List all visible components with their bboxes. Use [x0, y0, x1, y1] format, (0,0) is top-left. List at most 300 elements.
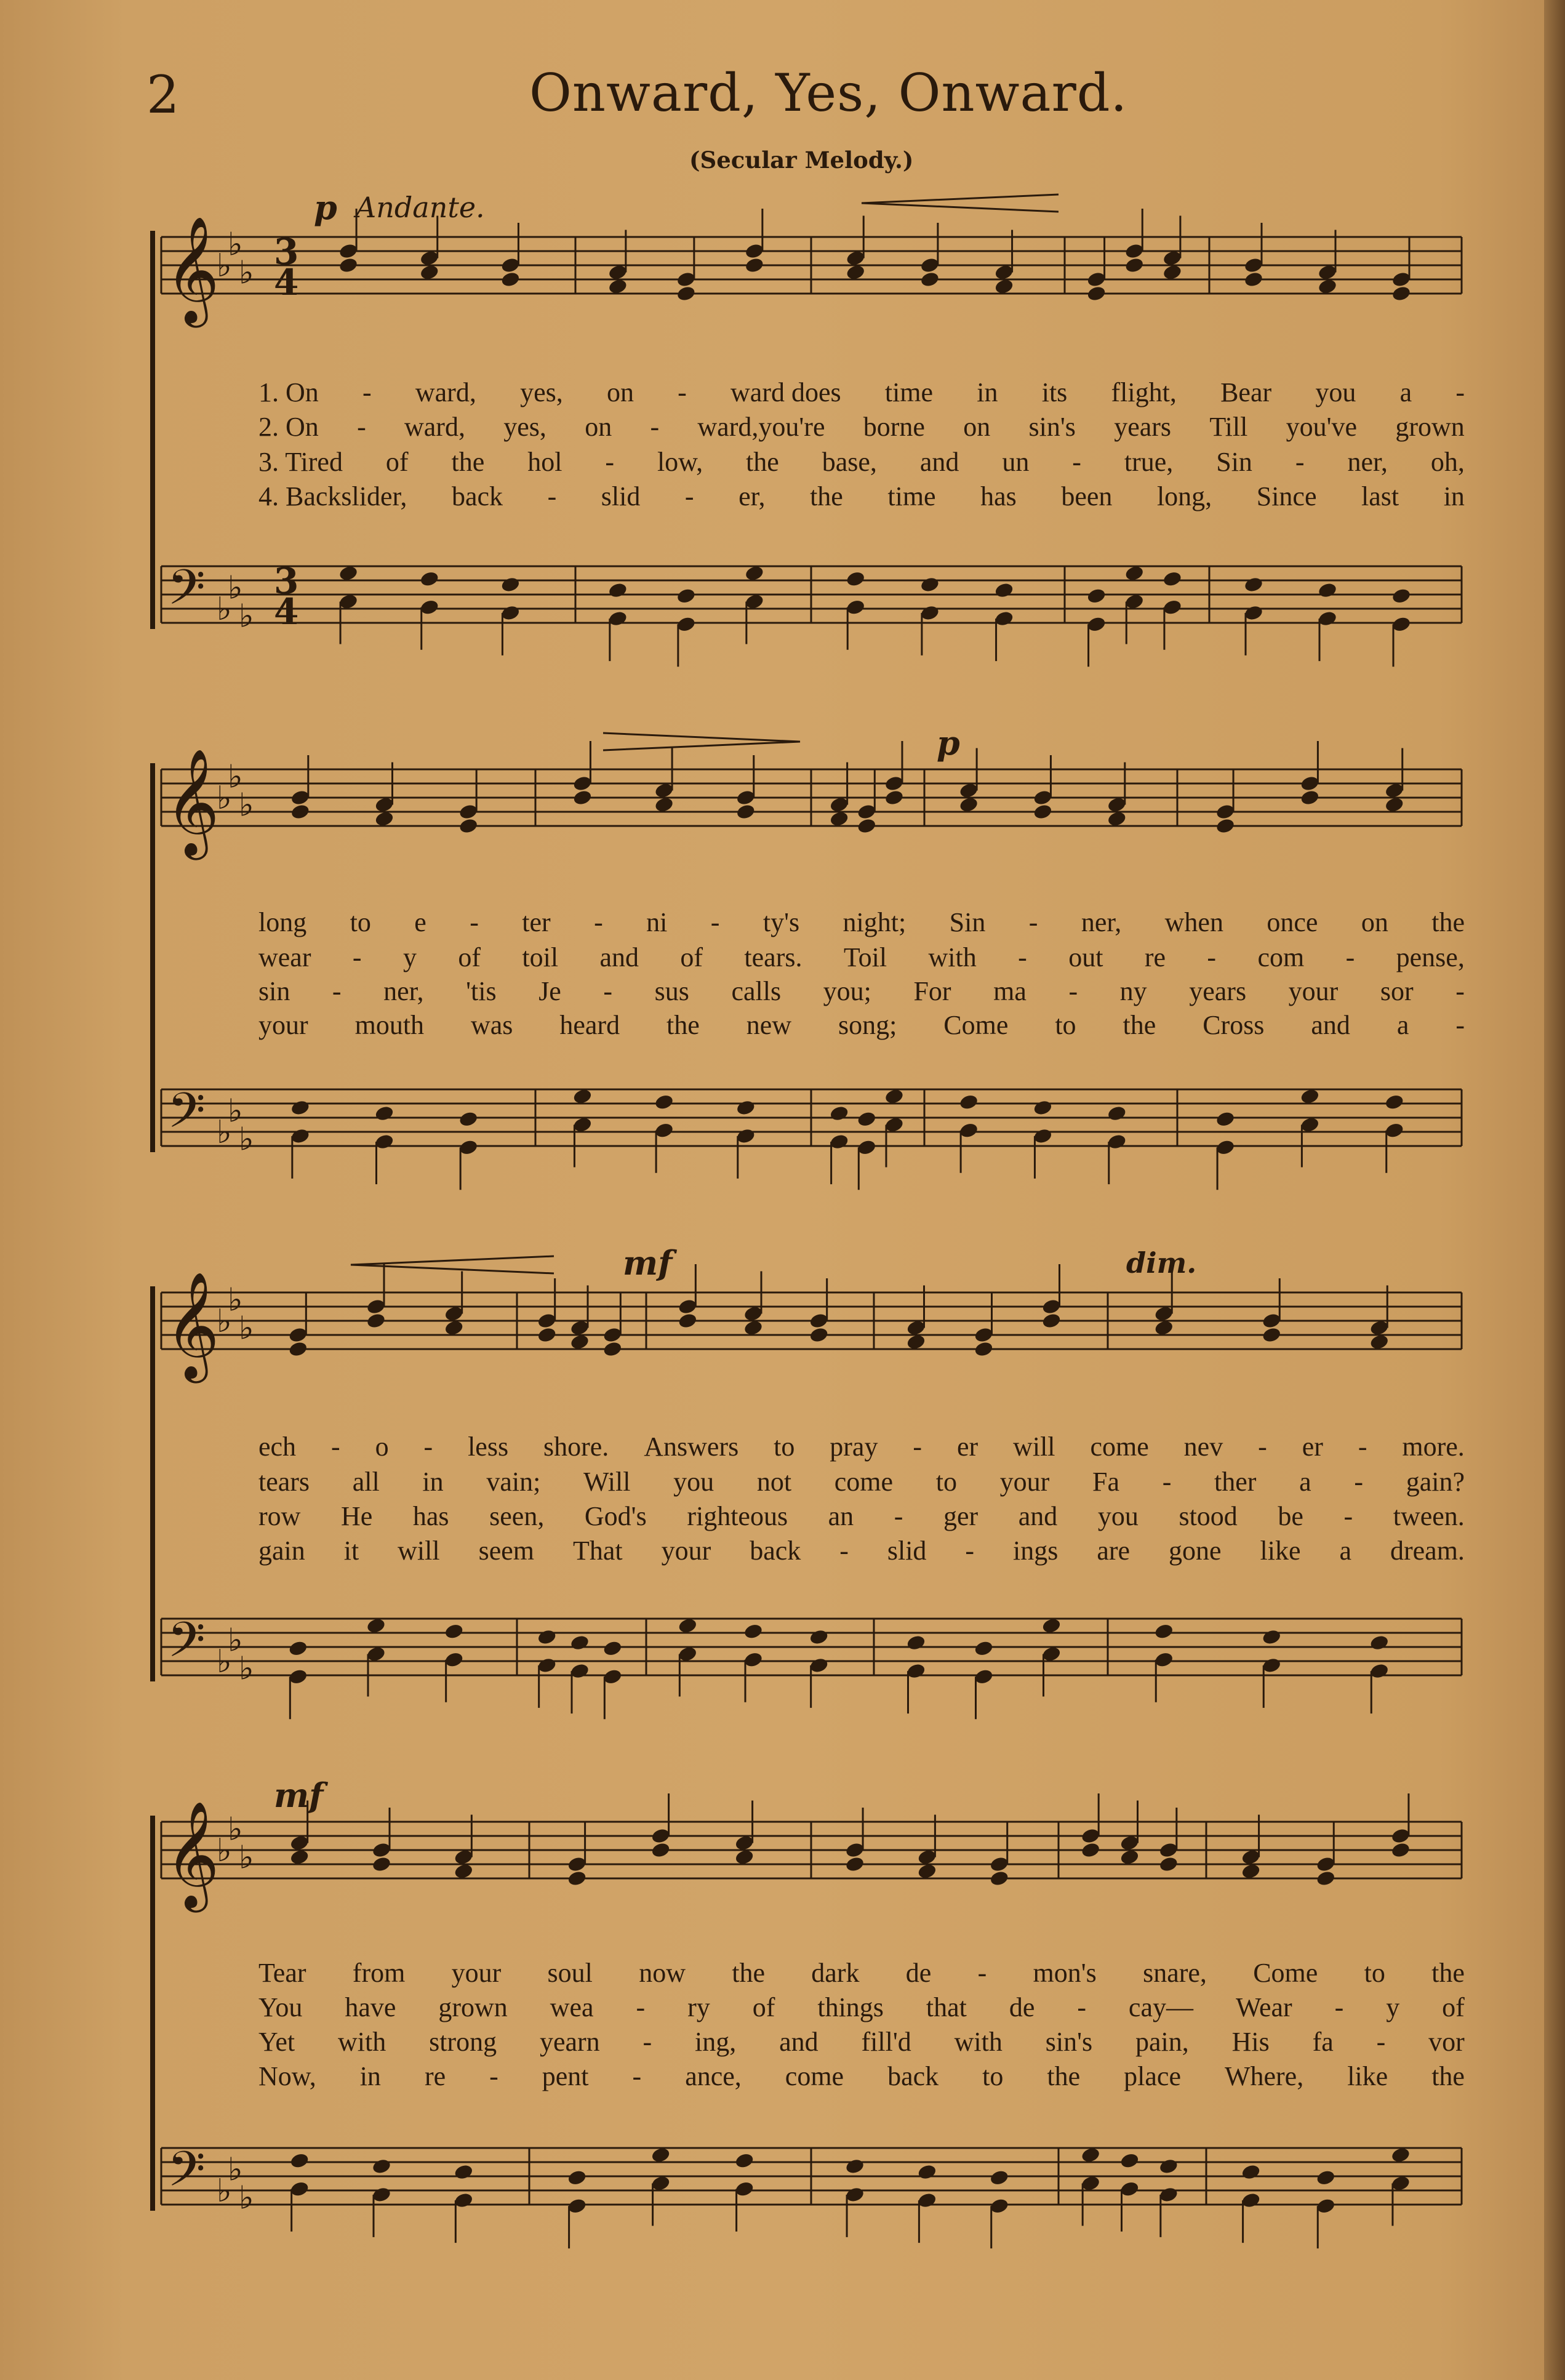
lyric-syllable: de	[1009, 1992, 1035, 2022]
lyric-syllable: will	[398, 1536, 440, 1566]
note-head	[1107, 810, 1127, 827]
lyric-syllable: -	[1295, 447, 1305, 477]
lyric-syllable: -	[547, 481, 557, 511]
lyric-syllable: fa	[1312, 2027, 1334, 2057]
lyric-syllable: your	[1288, 976, 1339, 1006]
note-head	[288, 1640, 308, 1657]
lyric-syllable: sus	[654, 976, 689, 1006]
lyric-syllable: er	[956, 1432, 979, 1462]
flat-sign: ♭	[239, 1310, 254, 1347]
lyric-syllable: God's	[584, 1501, 647, 1531]
note-head	[366, 1312, 386, 1329]
lyric-syllable: dream.	[1390, 1536, 1465, 1566]
note-head	[572, 1088, 593, 1105]
note-head	[1081, 2146, 1101, 2163]
lyric-syllable: Cross	[1203, 1010, 1265, 1040]
lyric-syllable: wea	[550, 1992, 594, 2022]
lyric-syllable: ry	[687, 1992, 710, 2022]
lyric-line	[258, 2061, 1465, 2093]
note-head	[678, 1617, 698, 1634]
note-head	[537, 1326, 557, 1344]
lyric-syllable: Now,	[258, 2061, 316, 2091]
note-head	[454, 2163, 474, 2181]
lyric-syllable: ner,	[383, 976, 424, 1006]
flat-sign: ♭	[217, 2173, 232, 2210]
lyric-syllable: you've	[1286, 412, 1358, 442]
lyric-syllable: time	[884, 377, 934, 407]
note-head	[1390, 2146, 1411, 2163]
lyric-syllable: Tear	[258, 1958, 306, 1988]
lyric-syllable: in	[359, 2061, 381, 2091]
crescendo-hairpin	[351, 1256, 554, 1273]
time-signature: 4	[274, 262, 299, 303]
lyric-syllable: tween.	[1393, 1501, 1465, 1531]
note-head	[1369, 1333, 1390, 1350]
note-head	[500, 271, 521, 288]
lyric-syllable: Bear	[1220, 377, 1272, 407]
lyric-syllable: the	[746, 447, 779, 477]
lyric-syllable: 3. Tired	[258, 447, 343, 477]
note-head	[1041, 1312, 1062, 1329]
note-head	[1033, 803, 1053, 820]
lyric-syllable: the	[666, 1010, 700, 1040]
lyric-syllable: slid	[887, 1536, 927, 1566]
lyric-syllable: from	[352, 1958, 406, 1988]
lyric-syllable: a	[1339, 1536, 1352, 1566]
dynamic-marking-mezzo-forte: mf	[274, 1776, 324, 1815]
flat-sign: ♭	[239, 598, 254, 635]
crescendo-hairpin	[862, 194, 1059, 212]
lyric-syllable: in	[1443, 481, 1465, 511]
lyric-syllable: vor	[1428, 2027, 1465, 2057]
note-head	[1316, 2169, 1336, 2186]
lyric-syllable: ing,	[695, 2027, 737, 2057]
note-head	[290, 1099, 310, 1116]
lyric-syllable: righteous	[687, 1501, 788, 1531]
note-head	[371, 2158, 391, 2175]
note-head	[735, 1099, 756, 1116]
bass-clef: 𝄢	[167, 559, 206, 628]
note-head	[572, 789, 593, 806]
lyric-syllable: not	[756, 1467, 792, 1497]
lyric-syllable: years	[1189, 976, 1247, 1006]
lyric-syllable: borne	[863, 412, 925, 442]
note-head	[366, 1617, 386, 1634]
lyric-syllable: fill'd	[861, 2027, 911, 2057]
lyric-syllable: y	[1386, 1992, 1400, 2022]
note-head	[374, 1105, 394, 1122]
note-head	[1081, 1841, 1101, 1859]
flat-sign: ♭	[239, 787, 254, 824]
lyric-syllable: back	[451, 481, 503, 511]
lyric-syllable: ner,	[1347, 447, 1388, 477]
lyric-syllable: and	[779, 2027, 819, 2057]
lyric-syllable: to	[350, 907, 371, 937]
time-signature: 3	[274, 560, 299, 602]
lyric-syllable: -	[642, 2027, 652, 2057]
lyric-syllable: its	[1041, 377, 1068, 407]
lyric-syllable: time	[887, 481, 936, 511]
lyric-syllable: of	[752, 1992, 775, 2022]
lyric-syllable: wear	[258, 942, 311, 972]
note-head	[290, 803, 310, 820]
note-head	[1317, 278, 1337, 295]
note-head	[1124, 257, 1145, 274]
lyric-syllable: soul	[547, 1958, 593, 1988]
lyric-syllable: 4. Backslider,	[258, 481, 407, 511]
lyric-syllable: to	[982, 2061, 1004, 2091]
lyric-syllable: -	[650, 412, 660, 442]
lyric-line	[258, 1992, 1465, 2024]
lyric-syllable: last	[1361, 481, 1399, 511]
lyric-syllable: the	[451, 447, 485, 477]
lyric-syllable: er,	[738, 481, 766, 511]
lyric-syllable: -	[894, 1501, 903, 1531]
lyric-syllable: com	[1257, 942, 1305, 972]
lyric-syllable: Come	[1253, 1958, 1318, 1988]
lyric-syllable: long	[258, 907, 307, 937]
note-head	[676, 285, 696, 302]
note-head	[1215, 817, 1235, 835]
lyric-line	[258, 907, 1465, 939]
lyric-syllable: ma	[993, 976, 1027, 1006]
lyric-line	[258, 1009, 1465, 1041]
note-head	[846, 571, 866, 588]
time-signature: 3	[274, 231, 299, 273]
lyric-syllable: now	[639, 1958, 686, 1988]
lyric-syllable: Toil	[843, 942, 887, 972]
note-head	[650, 2146, 671, 2163]
lyric-syllable: That	[572, 1536, 623, 1566]
flat-sign: ♭	[217, 1832, 232, 1869]
lyric-line	[258, 1466, 1465, 1498]
note-head	[1316, 1870, 1336, 1887]
lyric-syllable: Je	[538, 976, 561, 1006]
lyric-syllable: was	[470, 1010, 513, 1040]
note-head	[1384, 1094, 1404, 1111]
lyric-syllable: it	[343, 1536, 359, 1566]
lyric-syllable: to	[774, 1432, 795, 1462]
note-head	[1300, 789, 1320, 806]
lyric-syllable: -	[1455, 976, 1465, 1006]
note-head	[654, 796, 674, 813]
lyric-syllable: seem	[478, 1536, 534, 1566]
note-head	[537, 1629, 557, 1646]
lyric-syllable: an	[828, 1501, 854, 1531]
note-head	[650, 1841, 671, 1859]
lyric-syllable: back	[887, 2061, 939, 2091]
lyric-syllable: -	[1376, 2027, 1386, 2057]
lyric-syllable: tears	[258, 1467, 310, 1497]
note-head	[569, 1634, 590, 1651]
note-head	[1162, 571, 1182, 588]
lyric-syllable: -	[594, 907, 603, 937]
note-head	[567, 1870, 587, 1887]
lyric-syllable: with	[954, 2027, 1003, 2057]
lyric-syllable: base,	[822, 447, 877, 477]
lyric-syllable: you;	[823, 976, 871, 1006]
note-head	[1262, 1629, 1282, 1646]
flat-sign: ♭	[228, 2151, 243, 2189]
lyric-line	[258, 2026, 1465, 2058]
lyric-syllable: gain?	[1406, 1467, 1465, 1497]
note-head	[1300, 1088, 1320, 1105]
lyric-syllable: -	[603, 976, 613, 1006]
note-head	[374, 810, 394, 827]
note-head	[567, 2169, 587, 2186]
note-head	[744, 257, 764, 274]
lyric-syllable: less	[468, 1432, 509, 1462]
time-signature: 4	[274, 591, 299, 633]
lyric-syllable: snare,	[1143, 1958, 1207, 1988]
note-head	[989, 1870, 1009, 1887]
lyric-syllable: and	[919, 447, 959, 477]
lyric-syllable: hol	[527, 447, 562, 477]
lyric-line	[258, 1431, 1465, 1463]
note-head	[1215, 1110, 1235, 1128]
note-head	[419, 571, 439, 588]
lyric-syllable: -	[1162, 1467, 1172, 1497]
note-head	[338, 257, 359, 274]
lyric-syllable: ter	[522, 907, 551, 937]
note-head	[846, 263, 866, 281]
lyric-syllable: place	[1124, 2061, 1181, 2091]
lyric-syllable: of	[385, 447, 409, 477]
lyric-syllable: sin's	[1045, 2027, 1093, 2057]
lyric-syllable: with	[337, 2027, 386, 2057]
lyric-syllable: sin's	[1028, 412, 1076, 442]
tempo-marking: Andante.	[356, 191, 485, 224]
page-number: 2	[146, 65, 180, 125]
lyric-syllable: -	[1258, 1432, 1267, 1462]
lyric-syllable: Wear	[1235, 1992, 1292, 2022]
lyric-syllable: your	[258, 1010, 308, 1040]
note-head	[569, 1333, 590, 1350]
lyric-syllable: Where,	[1224, 2061, 1304, 2091]
note-head	[809, 1629, 829, 1646]
lyric-syllable: -	[330, 1432, 340, 1462]
note-head	[734, 1848, 754, 1865]
lyric-syllable: e	[414, 907, 426, 937]
lyric-syllable: -	[1455, 377, 1465, 407]
lyric-syllable: a	[1396, 1010, 1409, 1040]
treble-clef: 𝄞	[165, 1801, 220, 1908]
note-head	[974, 1640, 994, 1657]
lyric-syllable: long,	[1156, 481, 1212, 511]
lyric-syllable: yes,	[503, 412, 546, 442]
lyric-syllable: you	[673, 1467, 714, 1497]
note-head	[289, 1848, 310, 1865]
flat-sign: ♭	[228, 226, 243, 263]
note-head	[676, 587, 696, 604]
lyric-syllable: flight,	[1111, 377, 1177, 407]
lyric-syllable: Sin	[949, 907, 986, 937]
lyric-syllable: come	[834, 1467, 894, 1497]
lyric-syllable: has	[980, 481, 1017, 511]
lyric-line	[258, 411, 1465, 443]
note-head	[602, 1640, 623, 1657]
lyric-syllable: the	[732, 1958, 766, 1988]
note-head	[1243, 271, 1263, 288]
lyric-syllable: -	[1018, 942, 1027, 972]
lyric-syllable: -	[470, 907, 479, 937]
lyric-syllable: o	[375, 1432, 389, 1462]
flat-sign: ♭	[239, 1839, 254, 1877]
lyric-syllable: true,	[1124, 447, 1174, 477]
lyric-syllable: 2. On	[258, 412, 319, 442]
lyric-syllable: -	[423, 1432, 433, 1462]
lyric-syllable: -	[605, 447, 615, 477]
flat-sign: ♭	[239, 2179, 254, 2217]
lyric-syllable: yearn	[539, 2027, 600, 2057]
lyric-line	[258, 481, 1465, 513]
lyric-syllable: low,	[657, 447, 703, 477]
note-head	[734, 2152, 754, 2170]
lyric-line	[258, 942, 1465, 974]
lyric-syllable: and	[1018, 1501, 1058, 1531]
lyric-syllable: back	[750, 1536, 801, 1566]
note-head	[1041, 1617, 1062, 1634]
lyric-syllable: night;	[843, 907, 907, 937]
lyric-syllable: -	[1068, 976, 1078, 1006]
lyric-syllable: sin	[258, 976, 290, 1006]
lyric-syllable: toil	[522, 942, 559, 972]
lyric-syllable: strong	[429, 2027, 497, 2057]
lyric-syllable: your	[451, 1958, 502, 1988]
note-head	[1384, 796, 1404, 813]
lyric-syllable: -	[1207, 942, 1217, 972]
note-head	[419, 263, 439, 281]
lyric-syllable: a	[1299, 1467, 1311, 1497]
lyric-syllable: ger	[943, 1501, 979, 1531]
lyric-syllable: -	[332, 976, 342, 1006]
lyric-syllable: -	[1455, 1010, 1465, 1040]
lyric-syllable: out	[1068, 942, 1103, 972]
note-head	[1086, 285, 1107, 302]
note-head	[607, 278, 628, 295]
note-head	[1391, 587, 1411, 604]
lyric-syllable: -	[684, 481, 694, 511]
lyric-syllable: yes,	[520, 377, 563, 407]
note-head	[906, 1634, 926, 1651]
lyric-syllable: a	[1399, 377, 1412, 407]
lyric-line	[258, 1957, 1465, 1989]
lyric-syllable: the	[1047, 2061, 1081, 2091]
lyric-syllable: pray	[830, 1432, 878, 1462]
lyric-syllable: and	[599, 942, 639, 972]
note-head	[1119, 2152, 1140, 2170]
note-head	[959, 796, 979, 813]
note-head	[444, 1319, 464, 1336]
decrescendo-hairpin	[603, 733, 800, 750]
flat-sign: ♭	[217, 1114, 232, 1151]
bass-clef: 𝄢	[167, 1611, 206, 1680]
note-head	[919, 271, 940, 288]
lyric-syllable: Till	[1209, 412, 1248, 442]
note-head	[1391, 285, 1411, 302]
lyric-syllable: Come	[943, 1010, 1009, 1040]
lyric-syllable: has	[412, 1501, 449, 1531]
lyric-syllable: ward,you're	[697, 412, 825, 442]
lyric-syllable: ther	[1214, 1467, 1257, 1497]
lyric-syllable: on	[963, 412, 991, 442]
lyric-syllable: -	[1334, 1992, 1344, 2022]
lyric-syllable: ward,	[415, 377, 476, 407]
note-head	[1119, 1848, 1140, 1865]
lyric-syllable: more.	[1402, 1432, 1465, 1462]
lyric-line	[258, 377, 1465, 409]
lyric-syllable: when	[1164, 907, 1223, 937]
lyric-syllable: of	[458, 942, 481, 972]
dynamic-marking-piano: p	[314, 188, 337, 227]
lyric-syllable: -	[1343, 1501, 1353, 1531]
note-head	[1262, 1326, 1282, 1344]
note-head	[1241, 1862, 1261, 1880]
lyric-syllable: the	[810, 481, 843, 511]
lyric-syllable: slid	[601, 481, 641, 511]
note-head	[917, 1862, 937, 1880]
note-head	[678, 1312, 698, 1329]
note-head	[500, 576, 521, 593]
note-head	[1241, 2163, 1261, 2181]
note-head	[844, 1856, 865, 1873]
flat-sign: ♭	[228, 1622, 243, 1659]
lyric-syllable: ner,	[1081, 907, 1122, 937]
lyric-syllable: pense,	[1396, 942, 1465, 972]
note-head	[744, 564, 764, 582]
lyric-syllable: the	[1431, 907, 1465, 937]
lyric-syllable: to	[1055, 1010, 1076, 1040]
lyric-syllable: nev	[1183, 1432, 1223, 1462]
flat-sign: ♭	[217, 1643, 232, 1680]
lyric-syllable: your	[999, 1467, 1050, 1497]
flat-sign: ♭	[217, 247, 232, 284]
lyric-syllable: song;	[838, 1010, 897, 1040]
lyric-syllable: vain;	[486, 1467, 541, 1497]
note-head	[989, 2169, 1009, 2186]
lyric-syllable: -	[1028, 907, 1038, 937]
lyric-syllable: -	[678, 377, 687, 407]
note-head	[844, 2158, 865, 2175]
lyric-syllable: gain	[258, 1536, 305, 1566]
lyric-syllable: on	[1361, 907, 1388, 937]
note-head	[884, 789, 904, 806]
note-head	[1158, 1856, 1179, 1873]
lyric-syllable: things	[817, 1992, 884, 2022]
lyric-syllable: mon's	[1033, 1958, 1097, 1988]
lyric-syllable: like	[1347, 2061, 1388, 2091]
lyric-syllable: -	[357, 412, 366, 442]
note-head	[994, 278, 1014, 295]
lyric-line	[258, 1535, 1465, 1567]
lyric-syllable: on	[585, 412, 612, 442]
lyric-syllable: er	[1302, 1432, 1323, 1462]
flat-sign: ♭	[228, 758, 243, 796]
note-head	[1369, 1634, 1390, 1651]
lyric-syllable: come	[1090, 1432, 1149, 1462]
lyric-syllable: row	[258, 1501, 301, 1531]
lyric-syllable: -	[632, 2061, 642, 2091]
lyric-syllable: stood	[1179, 1501, 1238, 1531]
lyric-syllable: His	[1231, 2027, 1270, 2057]
lyric-syllable: grown	[438, 1992, 508, 2022]
lyric-syllable: -	[352, 942, 362, 972]
note-head	[602, 1340, 623, 1358]
lyric-syllable: You	[258, 1992, 303, 2022]
lyric-syllable: all	[352, 1467, 380, 1497]
lyric-line	[258, 976, 1465, 1008]
bass-clef: 𝄢	[167, 1082, 206, 1151]
